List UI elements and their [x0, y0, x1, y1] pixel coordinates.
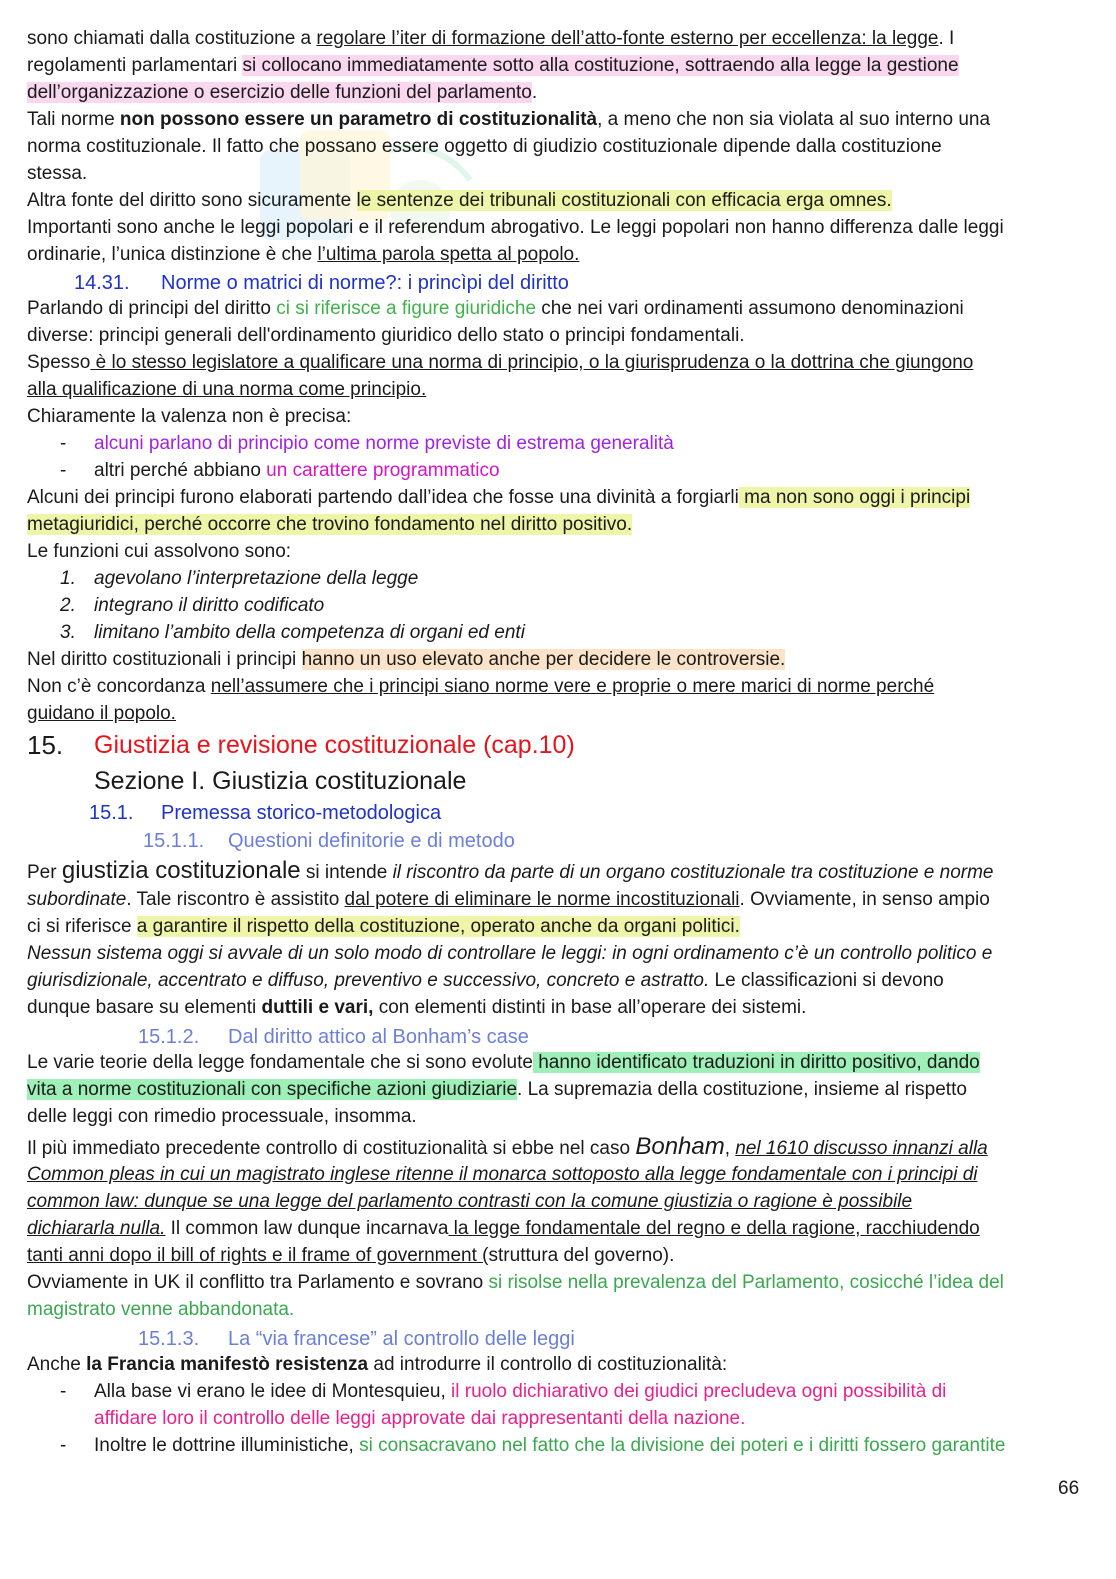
chapter-number: 15.	[27, 730, 64, 760]
text-line	[27, 349, 973, 376]
text-segment: limitano l’ambito della competenza di organi ed enti	[94, 622, 525, 643]
text-line	[27, 538, 291, 565]
text-segment: Nel diritto costituzionali i principi	[27, 649, 302, 670]
bullet-dash: -	[60, 460, 67, 481]
text-line	[27, 673, 934, 700]
heading-text: Questioni definitorie e di metodo	[228, 830, 515, 852]
text-segment: Anche	[27, 1354, 87, 1375]
text-segment: vita a norme costituzionali con specifiche azioni giudiziarie	[27, 1079, 518, 1100]
text-line	[27, 295, 964, 322]
bullet-dash: -	[60, 1381, 67, 1402]
text-segment: Spesso	[27, 352, 91, 373]
text-line	[27, 857, 994, 886]
text-segment: ma non sono oggi i principi	[738, 487, 971, 508]
text-segment: integrano il diritto codificato	[94, 595, 325, 616]
text-segment: un carattere programmatico	[266, 460, 500, 481]
list-item	[94, 1378, 946, 1405]
heading-number: 15.1.3.	[138, 1328, 200, 1350]
text-segment: norma costituzionale. Il fatto che possano essere oggetto di giudizio costituzionale dipende dalla costituzione	[27, 136, 942, 157]
heading-text: Norme o matrici di norme?: i princìpi del diritto	[161, 272, 569, 294]
text-segment: subordinate	[27, 889, 127, 910]
heading-number: 15.1.2.	[138, 1026, 200, 1048]
text-segment: non possono essere un parametro di costituzionalità	[119, 109, 598, 130]
text-segment: Per	[27, 862, 62, 883]
text-segment: hanno identificato traduzioni in diritto positivo, dando	[532, 1052, 980, 1073]
text-segment: si risolse nella prevalenza del Parlamento, cosicché l’idea del	[488, 1272, 1004, 1293]
text-segment: è lo stesso legislatore a qualificare una norma di principio, o la giurisprudenza o la dottrina che giungono	[90, 352, 974, 373]
text-segment: ci si riferisce	[27, 916, 137, 937]
text-segment: Le varie teorie della legge fondamentale che si sono evolute	[27, 1052, 533, 1073]
text-segment: la legge fondamentale del regno e della ragione, racchiudendo	[448, 1218, 980, 1239]
text-line	[27, 646, 785, 673]
text-segment: Alcuni dei principi furono elaborati partendo dall’idea che fosse una divinità a forgiarli	[27, 487, 739, 508]
text-segment: Tali norme	[27, 109, 120, 130]
heading-number: 15.1.1.	[143, 830, 205, 852]
text-line	[27, 1188, 912, 1215]
text-segment: dell’organizzazione o esercizio delle funzioni del parlamento	[27, 82, 532, 103]
text-segment: Alla base vi erano le idee di Montesquieu,	[94, 1381, 452, 1402]
text-segment: . I	[938, 28, 955, 49]
text-segment: alcuni parlano di principio come norme previste di estrema generalità	[94, 433, 674, 454]
bullet-dash: -	[60, 1435, 67, 1456]
text-line	[27, 700, 176, 727]
list-number: 2.	[60, 595, 76, 616]
text-line	[27, 1351, 727, 1378]
text-segment: . Ovviamente, in senso ampio	[739, 889, 990, 910]
text-segment: Altra fonte del diritto sono sicuramente	[27, 190, 357, 211]
text-segment: affidare loro il controllo delle leggi approvate dai rappresentanti della nazione.	[94, 1408, 746, 1429]
text-segment: sono chiamati dalla costituzione a	[27, 28, 317, 49]
text-line	[27, 1133, 988, 1162]
text-segment: Le funzioni cui assolvono sono:	[27, 541, 292, 562]
section-title: Sezione I. Giustizia costituzionale	[94, 767, 467, 795]
text-segment: ,	[724, 1138, 736, 1159]
text-segment: alla qualificazione di una norma come principio.	[27, 379, 427, 400]
text-segment: Parlando di principi del diritto	[27, 298, 277, 319]
text-line	[27, 376, 426, 403]
text-segment: stessa.	[27, 163, 88, 184]
text-line	[27, 403, 351, 430]
text-segment: hanno un uso elevato anche per decidere le controversie.	[301, 649, 786, 670]
text-segment: nell’assumere che i principi siano norme vere e proprie o mere marici di norme perché	[210, 676, 935, 697]
text-line	[27, 322, 745, 349]
text-segment: con elementi distinti in base all’operare dei sistemi.	[373, 997, 807, 1018]
text-segment: ci si riferisce a figure giuridiche	[276, 298, 537, 319]
text-segment: Non c’è concordanza	[27, 676, 211, 697]
heading-text: La “via francese” al controllo delle leggi	[228, 1328, 575, 1350]
text-line	[27, 1076, 967, 1103]
text-line	[27, 241, 579, 268]
text-segment: regolare l’iter di formazione dell’atto-fonte esterno per eccellenza: la legge	[316, 28, 939, 49]
list-item	[94, 430, 674, 457]
text-segment: . Tale riscontro è assistito	[126, 889, 345, 910]
text-line	[27, 967, 944, 994]
text-line	[27, 133, 942, 160]
text-line	[27, 1049, 980, 1076]
text-segment: il riscontro da parte di un organo costituzionale tra costituzione e norme	[392, 862, 994, 883]
text-line	[27, 1296, 294, 1323]
chapter-title: Giustizia e revisione costituzionale (cap.10)	[94, 731, 575, 759]
text-segment: agevolano l’interpretazione della legge	[94, 568, 419, 589]
text-segment: Le classificazioni si devono	[709, 970, 944, 991]
text-segment: dichiararla nulla.	[27, 1218, 166, 1239]
text-line	[27, 1269, 1004, 1296]
text-line	[27, 1215, 980, 1242]
text-segment: Il più immediato precedente controllo di costituzionalità si ebbe nel caso	[27, 1138, 636, 1159]
text-segment: . La supremazia della costituzione, insieme al rispetto	[517, 1079, 967, 1100]
text-line	[27, 994, 806, 1021]
text-line	[27, 187, 892, 214]
text-segment: la Francia manifestò resistenza	[86, 1354, 369, 1375]
heading-number: 14.31.	[74, 272, 130, 294]
bullet-dash: -	[60, 433, 67, 454]
text-segment: magistrato venne abbandonata.	[27, 1299, 295, 1320]
text-segment: Inoltre le dottrine illuministiche,	[94, 1435, 360, 1456]
text-line	[27, 1161, 978, 1188]
text-segment: si consacravano nel fatto che la divisione dei poteri e i diritti fossero garantite	[359, 1435, 1006, 1456]
text-segment: struttura del governo).	[488, 1245, 675, 1266]
text-segment: guidano il popolo.	[27, 703, 176, 724]
text-line	[27, 511, 632, 538]
text-segment: altri perché abbiano	[94, 460, 267, 481]
text-segment: ordinarie, l’unica distinzione è che	[27, 244, 318, 265]
text-segment: si collocano immediatamente sotto alla costituzione, sottraendo alla legge la gestione	[242, 55, 959, 76]
text-line	[27, 886, 990, 913]
list-number: 1.	[60, 568, 76, 589]
text-segment: giustizia costituzionale	[61, 857, 301, 884]
text-line	[27, 52, 959, 79]
text-segment: common law: dunque se una legge del parlamento contrasti con la comune giustizia o ragione è possibile	[27, 1191, 913, 1212]
list-item	[94, 565, 418, 592]
text-segment: delle leggi con rimedio processuale, insomma.	[27, 1106, 417, 1127]
text-segment: giurisdizionale, accentrato e diffuso, preventivo e successivo, concreto e astratto.	[27, 970, 710, 991]
text-line	[27, 913, 740, 940]
text-line	[27, 160, 87, 187]
text-segment: Importanti sono anche le leggi popolari e il referendum abrogativo. Le leggi popolari non hanno differenza dalle leggi	[27, 217, 1004, 238]
text-segment: a garantire il rispetto della costituzione, operato anche da organi politici.	[136, 916, 740, 937]
text-segment: Ovviamente in UK il conflitto tra Parlamento e sovrano	[27, 1272, 489, 1293]
text-segment: diverse: principi generali dell'ordinamento giuridico dello stato o principi fondamentali.	[27, 325, 745, 346]
list-number: 3.	[60, 622, 76, 643]
text-segment: ad introdurre il controllo di costituzionalità:	[368, 1354, 728, 1375]
text-segment: l’ultima parola spetta al popolo.	[317, 244, 580, 265]
text-segment: regolamenti parlamentari	[27, 55, 243, 76]
text-segment: Il common law dunque incarnava	[165, 1218, 449, 1239]
text-segment: le sentenze dei tribunali costituzionali con efficacia erga omnes.	[356, 190, 892, 211]
text-segment: che nei vari ordinamenti assumono denominazioni	[536, 298, 964, 319]
text-segment: si intende	[300, 862, 393, 883]
text-line	[27, 214, 1004, 241]
text-segment: Bonham	[635, 1133, 725, 1160]
text-segment: duttili e vari,	[261, 997, 374, 1018]
heading-number: 15.1.	[89, 802, 134, 824]
text-line	[27, 940, 992, 967]
text-segment: nel 1610 discusso innanzi alla	[735, 1138, 988, 1159]
text-segment: il ruolo dichiarativo dei giudici precludeva ogni possibilità di	[451, 1381, 947, 1402]
text-line	[27, 1242, 674, 1269]
text-segment: , a meno che non sia violata al suo interno una	[597, 109, 991, 130]
text-segment: dal potere di eliminare le norme incostituzionali	[344, 889, 740, 910]
text-segment: Common pleas in cui un magistrato inglese ritenne il monarca sottoposto alla legge fondamentale con i principi di	[27, 1164, 978, 1185]
text-line	[27, 484, 970, 511]
text-segment: Chiaramente la valenza non è precisa:	[27, 406, 352, 427]
text-segment: Nessun sistema oggi si avvale di un solo modo di controllare le leggi: in ogni ordinamento c’è un controllo politico e	[27, 943, 993, 964]
page-number: 66	[1058, 1478, 1080, 1499]
text-segment: dunque basare su elementi	[27, 997, 262, 1018]
list-item	[94, 457, 500, 484]
list-item	[94, 1432, 1005, 1459]
text-segment: tanti anni dopo il bill of rights e il frame of government (	[27, 1245, 489, 1266]
text-segment: .	[531, 82, 538, 103]
text-line	[27, 25, 954, 52]
text-line	[27, 106, 990, 133]
list-item-continuation	[94, 1405, 745, 1432]
text-segment: metagiuridici, perché occorre che trovino fondamento nel diritto positivo.	[27, 514, 633, 535]
list-item	[94, 592, 324, 619]
text-line	[27, 79, 537, 106]
heading-text: Premessa storico-metodologica	[161, 802, 442, 824]
text-line	[27, 1103, 417, 1130]
heading-text: Dal diritto attico al Bonham’s case	[228, 1026, 529, 1048]
list-item	[94, 619, 525, 646]
